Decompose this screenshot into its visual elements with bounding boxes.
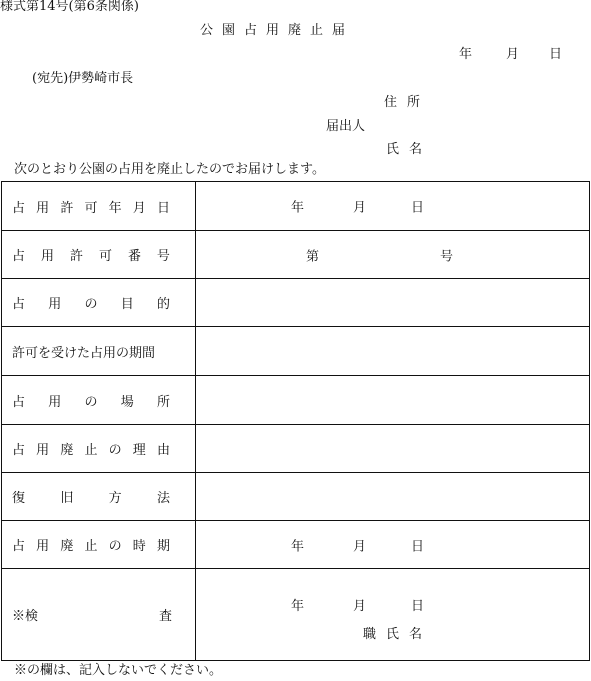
address-label: 住所 xyxy=(384,95,431,110)
label-char: 月 xyxy=(132,200,146,216)
row-label-text xyxy=(12,605,172,624)
inspection-field xyxy=(196,569,590,661)
notifier-label: 届出人 xyxy=(326,119,366,134)
label-char: 法 xyxy=(156,491,170,506)
permit-date-field[interactable] xyxy=(196,182,590,231)
row-label-text xyxy=(12,391,170,410)
label-char: 占 xyxy=(12,443,26,458)
label-char: 所 xyxy=(156,394,170,410)
inspector-official-label: 職氏名 xyxy=(363,627,433,642)
label-char: 廃 xyxy=(60,443,74,458)
label-char: 査 xyxy=(158,609,172,624)
permit-date-year: 年 xyxy=(291,200,305,216)
form-id: 様式第14号(第6条関係) xyxy=(0,0,139,14)
label-char: 日 xyxy=(156,200,170,216)
table-row xyxy=(2,569,590,661)
row-label-text xyxy=(12,197,170,216)
label-char: 期 xyxy=(156,539,170,554)
page-title: 公園占用廃止届 xyxy=(200,23,355,38)
label-char: 止 xyxy=(84,539,98,554)
location-field[interactable] xyxy=(196,376,590,425)
row-label xyxy=(2,327,196,376)
label-char: 年 xyxy=(108,200,122,216)
label-char: 用 xyxy=(36,443,50,458)
label-char: 可 xyxy=(98,249,112,264)
label-char: 占 xyxy=(12,249,26,264)
table-row xyxy=(2,425,590,473)
label-char: の xyxy=(84,394,98,410)
label-char: の xyxy=(108,443,122,458)
addressee: (宛先)伊勢崎市長 xyxy=(32,71,134,86)
abolition-date-month: 月 xyxy=(353,539,367,554)
header-date-month: 月 xyxy=(506,47,520,62)
label-char: 用 xyxy=(48,297,62,312)
row-label xyxy=(2,182,196,231)
row-label xyxy=(2,473,196,521)
inspection-date-day: 日 xyxy=(411,599,425,614)
label-char: 方 xyxy=(108,491,122,506)
reason-field[interactable] xyxy=(196,425,590,473)
name-label: 氏名 xyxy=(386,142,433,157)
abolition-date-day: 日 xyxy=(411,539,425,554)
row-label-text xyxy=(12,245,170,264)
intro-text: 次のとおり公園の占用を廃止したのでお届けします。 xyxy=(14,162,325,177)
label-char: 廃 xyxy=(60,539,74,554)
label-char: 用 xyxy=(40,249,54,264)
row-label xyxy=(2,279,196,327)
footer-note: ※の欄は、記入しないでください。 xyxy=(14,663,223,678)
inspection-date-year: 年 xyxy=(291,599,305,614)
form-table xyxy=(1,181,590,661)
row-label xyxy=(2,425,196,473)
label-char: 旧 xyxy=(60,491,74,506)
header-date-day: 日 xyxy=(549,47,563,62)
row-label-text xyxy=(12,293,170,312)
label-char: 占 xyxy=(12,200,26,216)
label-char: 理 xyxy=(132,443,146,458)
label-char: ※検 xyxy=(12,609,39,624)
label-char: 由 xyxy=(156,443,170,458)
label-char: 占 xyxy=(12,394,26,410)
permit-date-day: 日 xyxy=(411,200,425,216)
label-char: 用 xyxy=(36,200,50,216)
row-label xyxy=(2,376,196,425)
label-char: 許 xyxy=(69,249,83,264)
abolition-date-field[interactable] xyxy=(196,521,590,569)
permit-number-field[interactable] xyxy=(196,231,590,279)
label-char: 用 xyxy=(48,394,62,410)
purpose-field[interactable] xyxy=(196,279,590,327)
label-char: 占 xyxy=(12,297,26,312)
period-field[interactable] xyxy=(196,327,590,376)
restoration-field[interactable] xyxy=(196,473,590,521)
abolition-date-year: 年 xyxy=(291,539,305,554)
label-char: 止 xyxy=(84,443,98,458)
row-label-text: 許可を受けた占用の期間 xyxy=(12,345,156,361)
label-char: 場 xyxy=(120,394,134,410)
permit-number-suffix: 号 xyxy=(440,249,454,264)
label-char: 用 xyxy=(36,539,50,554)
row-label xyxy=(2,569,196,661)
table-row xyxy=(2,231,590,279)
label-char: 番 xyxy=(127,249,141,264)
permit-number-prefix: 第 xyxy=(306,249,320,264)
label-char: 号 xyxy=(156,249,170,264)
table-row xyxy=(2,473,590,521)
inspection-date-month: 月 xyxy=(353,599,367,614)
table-row xyxy=(2,376,590,425)
table-row xyxy=(2,279,590,327)
label-char: の xyxy=(84,297,98,312)
label-char: 的 xyxy=(156,297,170,312)
table-row xyxy=(2,327,590,376)
row-label-text xyxy=(12,487,170,506)
row-label xyxy=(2,231,196,279)
label-char: 可 xyxy=(84,200,98,216)
table-row xyxy=(2,521,590,569)
row-label-text xyxy=(12,439,170,458)
label-char: の xyxy=(108,539,122,554)
row-label-text xyxy=(12,535,170,554)
row-label xyxy=(2,521,196,569)
label-char: 占 xyxy=(12,539,26,554)
label-char: 目 xyxy=(120,297,134,312)
permit-date-month: 月 xyxy=(353,200,367,216)
table-row xyxy=(2,182,590,231)
label-char: 復 xyxy=(12,491,26,506)
label-char: 時 xyxy=(132,539,146,554)
label-char: 許 xyxy=(60,200,74,216)
header-date-year: 年 xyxy=(459,47,473,62)
